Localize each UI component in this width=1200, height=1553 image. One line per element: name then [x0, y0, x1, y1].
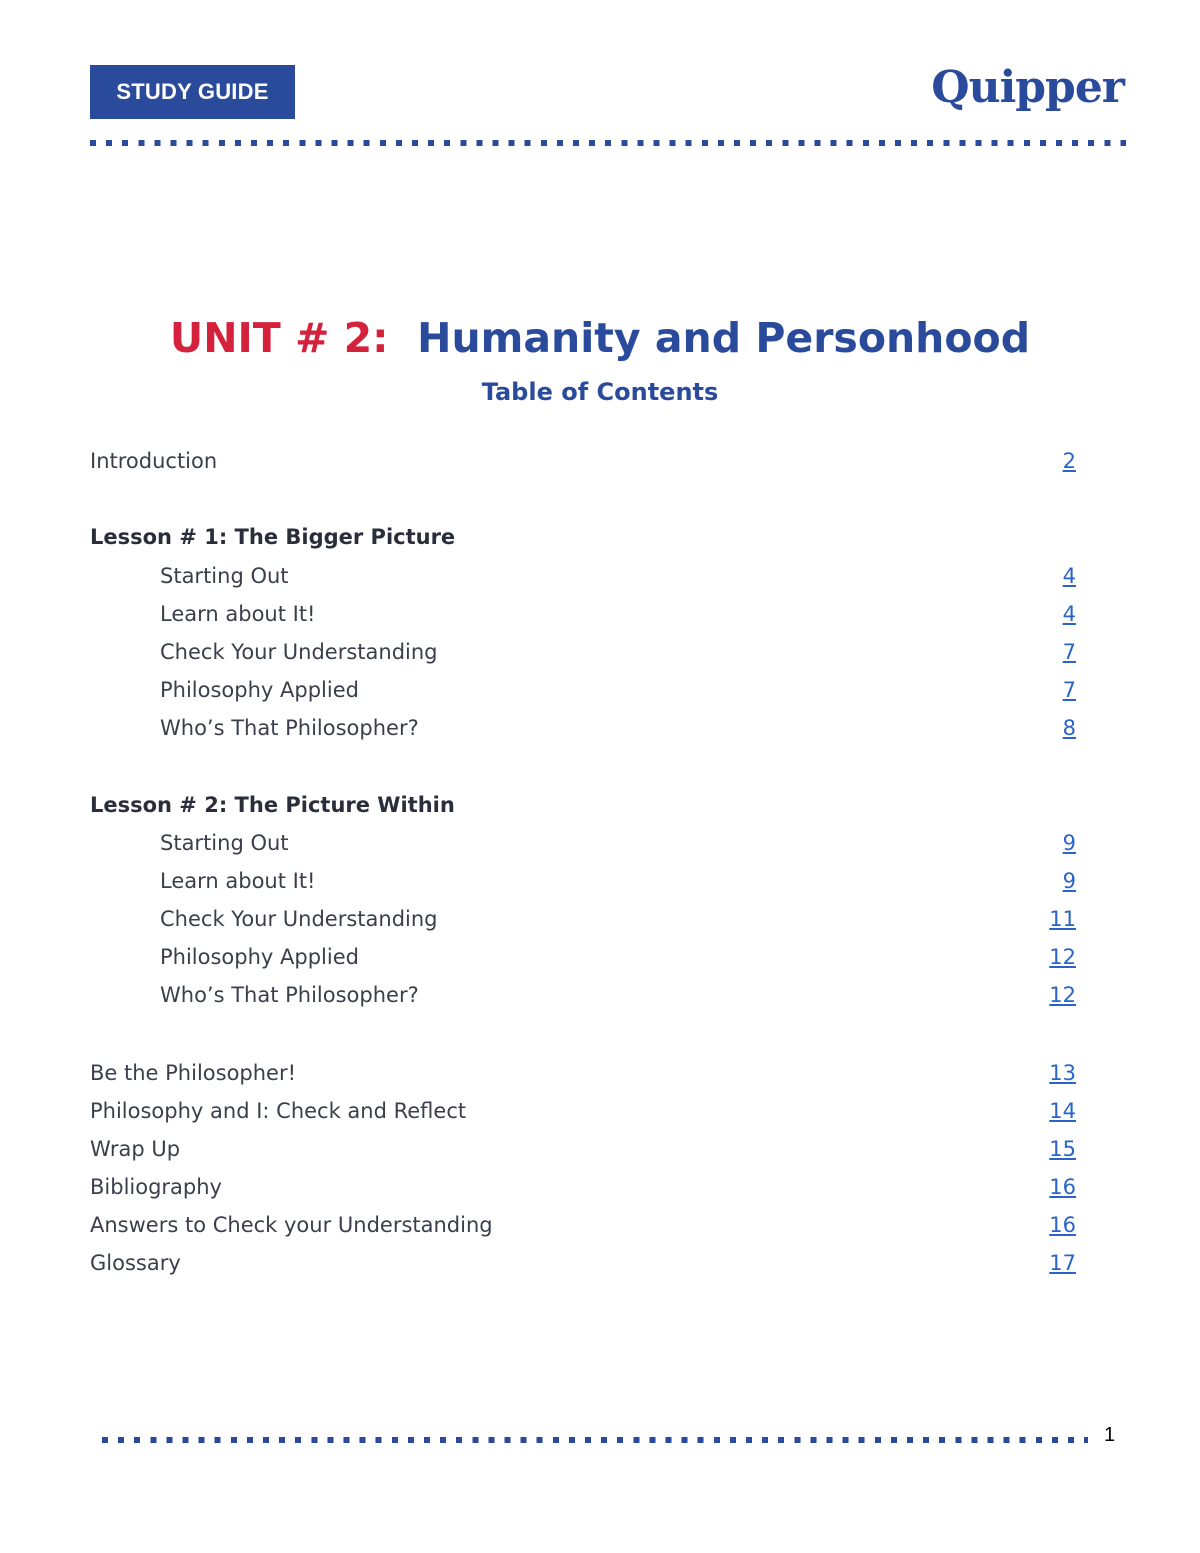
- lesson-heading-label: Lesson # 2: The Picture Within: [90, 793, 455, 817]
- toc-page-link[interactable]: 8: [1062, 716, 1076, 740]
- study-guide-badge: STUDY GUIDE: [90, 65, 295, 119]
- toc-entry-label: Who’s That Philosopher?: [160, 983, 419, 1007]
- toc-page-link[interactable]: 12: [1049, 983, 1076, 1007]
- toc-entry-lesson2-check-understanding: [90, 904, 1076, 934]
- toc-entry-label: Check Your Understanding: [160, 640, 438, 664]
- toc-page-link[interactable]: 14: [1049, 1099, 1076, 1123]
- toc-entry-label: Starting Out: [160, 564, 289, 588]
- toc-entry-lesson2-starting-out: [90, 828, 1076, 858]
- toc-entry-label: Learn about It!: [160, 869, 316, 893]
- toc-page-link[interactable]: 16: [1049, 1213, 1076, 1237]
- toc-page-link[interactable]: 9: [1062, 869, 1076, 893]
- toc-entry-label: Introduction: [90, 449, 218, 473]
- toc-page-link[interactable]: 17: [1049, 1251, 1076, 1275]
- bottom-dotted-divider: [102, 1437, 1088, 1443]
- unit-number: UNIT # 2:: [169, 314, 389, 362]
- toc-page-link[interactable]: 4: [1062, 602, 1076, 626]
- toc-page-link[interactable]: 15: [1049, 1137, 1076, 1161]
- toc-entry-bibliography: [90, 1172, 1076, 1202]
- toc-entry-lesson1-whos-that-philosopher: [90, 713, 1076, 743]
- toc-entry-lesson1-starting-out: [90, 561, 1076, 591]
- toc-entry-label: Starting Out: [160, 831, 289, 855]
- toc-entry-label: Wrap Up: [90, 1137, 181, 1161]
- toc-page-link[interactable]: 4: [1062, 564, 1076, 588]
- unit-title: [0, 314, 1200, 362]
- toc-page-link[interactable]: 12: [1049, 945, 1076, 969]
- toc-page-link[interactable]: 9: [1062, 831, 1076, 855]
- toc-entry-be-the-philosopher: [90, 1058, 1076, 1088]
- lesson-2-heading: [90, 790, 1076, 820]
- toc-entry-label: Glossary: [90, 1251, 181, 1275]
- toc-page-link[interactable]: 7: [1062, 640, 1076, 664]
- toc-entry-lesson2-philosophy-applied: [90, 942, 1076, 972]
- toc-entry-label: Check Your Understanding: [160, 907, 438, 931]
- unit-name: Humanity and Personhood: [417, 314, 1031, 362]
- toc-heading: Table of Contents: [481, 378, 719, 406]
- toc-page-link[interactable]: 13: [1049, 1061, 1076, 1085]
- toc-page-link[interactable]: 16: [1049, 1175, 1076, 1199]
- toc-entry-lesson2-whos-that-philosopher: [90, 980, 1076, 1010]
- toc-entry-lesson1-learn-about-it: [90, 599, 1076, 629]
- toc-page-link[interactable]: 7: [1062, 678, 1076, 702]
- toc-page-link[interactable]: 11: [1049, 907, 1076, 931]
- toc-entry-lesson2-learn-about-it: [90, 866, 1076, 896]
- toc-entry-label: Philosophy and I: Check and Reflect: [90, 1099, 467, 1123]
- lesson-1-heading: [90, 522, 1076, 552]
- toc-entry-answers: [90, 1210, 1076, 1240]
- toc-entry-label: Philosophy Applied: [160, 945, 359, 969]
- toc-entry-glossary: [90, 1248, 1076, 1278]
- toc-entry-label: Philosophy Applied: [160, 678, 359, 702]
- lesson-heading-label: Lesson # 1: The Bigger Picture: [90, 525, 456, 549]
- top-dotted-divider: [90, 140, 1126, 146]
- toc-entry-wrap-up: [90, 1134, 1076, 1164]
- page-number: 1: [1104, 1424, 1116, 1446]
- toc-entry-label: Learn about It!: [160, 602, 316, 626]
- quipper-logo: Quipper: [931, 62, 1124, 113]
- toc-entry-label: Be the Philosopher!: [90, 1061, 297, 1085]
- toc-entry-label: Answers to Check your Understanding: [90, 1213, 493, 1237]
- toc-entry-lesson1-philosophy-applied: [90, 675, 1076, 705]
- toc-entry-lesson1-check-understanding: [90, 637, 1076, 667]
- toc-entry-label: Bibliography: [90, 1175, 222, 1199]
- toc-entry-check-and-reflect: [90, 1096, 1076, 1126]
- toc-entry-introduction: [90, 446, 1076, 476]
- toc-entry-label: Who’s That Philosopher?: [160, 716, 419, 740]
- toc-page-link[interactable]: 2: [1062, 449, 1076, 473]
